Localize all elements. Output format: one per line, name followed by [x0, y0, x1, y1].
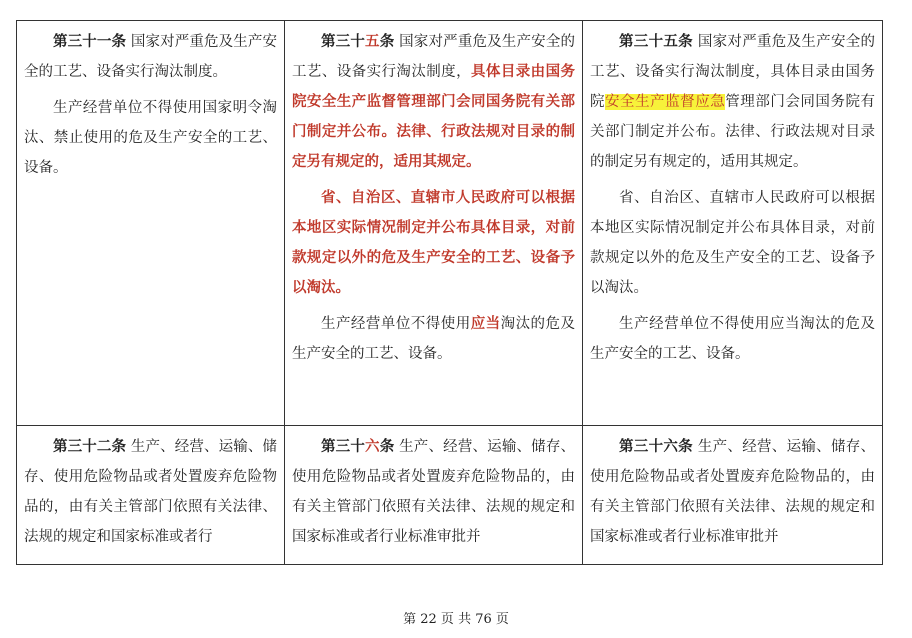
paragraph — [292, 27, 575, 177]
cell-final-article-35 — [583, 21, 883, 426]
paragraph: 第三十二条 生产、经营、运输、储存、使用危险物品或者处置废弃危险物品的，由有关主管部门依照有关法律、法规的规定和国家标准或者行 — [24, 439, 278, 545]
cell-draft-article-36 — [285, 426, 583, 565]
comparison-table — [16, 20, 883, 565]
table-row — [17, 21, 883, 426]
page-number-footer: 第 22 页 共 76 页 — [403, 612, 509, 627]
article-number: 第三十六条 — [321, 439, 395, 455]
amended-text: 应当 — [470, 316, 501, 332]
paragraph: 生产经营单位不得使用应当淘汰的危及生产安全的工艺、设备。 — [292, 316, 575, 362]
article-number: 第三十五条 — [619, 34, 693, 50]
amended-text: 具体目录由国务院安全生产监督管理部门会同国务院有关部门制定并公布。法律、行政法规对目录的制定另有规定的，适用其规定。 — [292, 64, 575, 170]
article-number: 第三十一条 — [53, 34, 127, 50]
cell-original-article-32 — [17, 426, 285, 565]
paragraph: 第三十六条 生产、经营、运输、储存、使用危险物品或者处置废弃危险物品的，由有关主管部门依照有关法律、法规的规定和国家标准或者行业标准审批并 — [292, 439, 576, 545]
paragraph: 省、自治区、直辖市人民政府可以根据本地区实际情况制定并公布具体目录，对前款规定以外的危及生产安全的工艺、设备予以淘汰。 — [590, 190, 875, 296]
amended-paragraph: 省、自治区、直辖市人民政府可以根据本地区实际情况制定并公布具体目录，对前款规定以外的危及生产安全的工艺、设备予以淘汰。 — [292, 190, 575, 296]
paragraph: 第三十六条 生产、经营、运输、储存、使用危险物品或者处置废弃危险物品的，由有关主管部门依照有关法律、法规的规定和国家标准或者行业标准审批并 — [590, 439, 876, 545]
article-number: 第三十六条 — [619, 439, 693, 455]
article-text: 国家对严重危及生产安全的工艺、设备实行淘汰制度， — [292, 34, 576, 80]
highlighted-text: 安全生产监督应急 — [605, 94, 726, 110]
cell-original-article-31 — [17, 21, 285, 426]
cell-final-article-36 — [583, 426, 883, 565]
paragraph: 第三十五条 国家对严重危及生产安全的工艺、设备实行淘汰制度，具体目录由国务院安全生产监督应急管理部门会同国务院有关部门制定并公布。法律、行政法规对目录的制定另有规定的，适用其规定。 — [590, 34, 876, 170]
paragraph: 生产经营单位不得使用应当淘汰的危及生产安全的工艺、设备。 — [590, 316, 875, 362]
article-number: 第三十二条 — [53, 439, 127, 455]
table-row — [17, 426, 883, 565]
article-text: 国家对严重危及生产安全的工艺、设备实行淘汰制度。 — [24, 34, 278, 80]
paragraph: 生产经营单位不得使用国家明令淘汰、禁止使用的危及生产安全的工艺、设备。 — [24, 100, 277, 176]
article-number: 第三十五条 — [321, 34, 395, 50]
paragraph — [24, 27, 277, 87]
cell-draft-article-35 — [285, 21, 583, 426]
